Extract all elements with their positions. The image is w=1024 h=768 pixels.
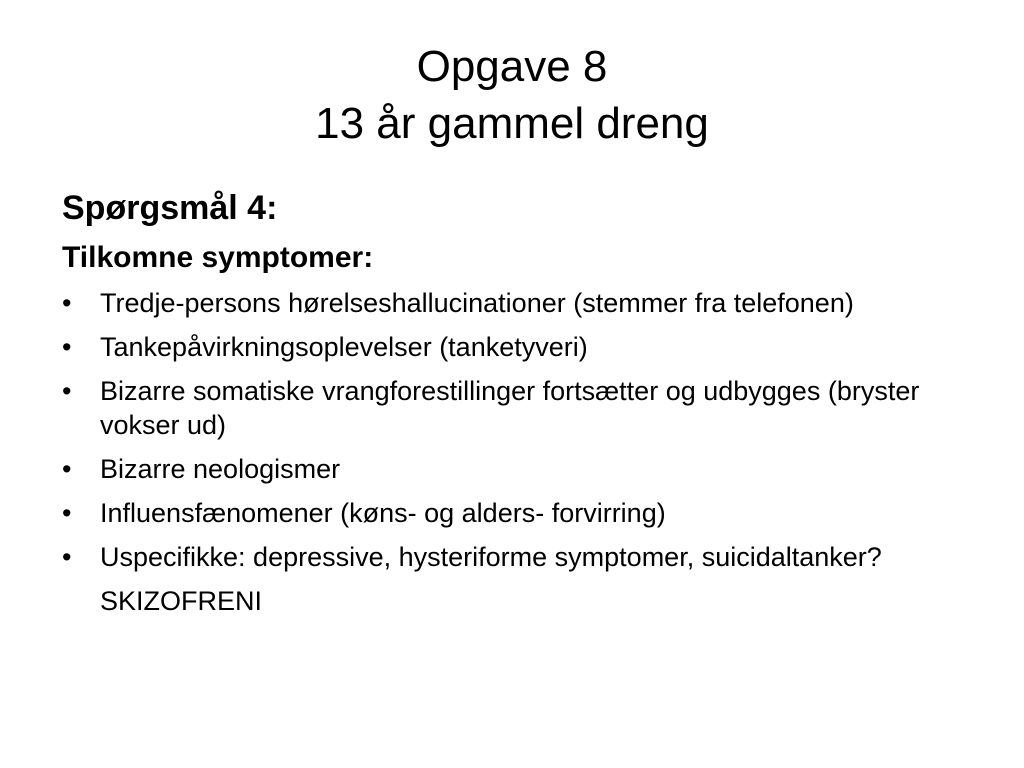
title-line-2: 13 år gammel dreng (315, 99, 709, 148)
list-item (62, 452, 962, 486)
symptom-list (62, 286, 962, 574)
list-item-text: Uspecifikke: depressive, hysteriforme symptomer, suicidaltanker? (100, 542, 882, 572)
bullet-icon: • (62, 288, 72, 318)
symptoms-subheading: Tilkomne symptomer: (62, 241, 374, 274)
bullet-icon: • (62, 542, 72, 572)
list-item-text: Bizarre neologismer (100, 454, 341, 484)
list-item-text: Tredje-persons hørelseshallucinationer (stemmer fra telefonen) (100, 288, 854, 318)
list-item-text: Influensfænomener (køns- og alders- forvirring) (100, 498, 666, 528)
question-heading: Spørgsmål 4: (62, 189, 278, 227)
bullet-icon: • (62, 498, 72, 528)
slide-body (62, 184, 962, 618)
list-item (62, 330, 962, 364)
title-line-1: Opgave 8 (416, 42, 608, 91)
conclusion-text: SKIZOFRENI (100, 586, 263, 616)
list-item (62, 374, 962, 442)
slide-title (0, 38, 1024, 152)
bullet-icon: • (62, 332, 72, 362)
list-item-text: Tankepåvirkningsoplevelser (tanketyveri) (100, 332, 588, 362)
list-item (62, 540, 962, 574)
bullet-icon: • (62, 376, 72, 406)
list-item (62, 286, 962, 320)
bullet-icon: • (62, 454, 72, 484)
list-item-text: Bizarre somatiske vrangforestillinger fortsætter og udbygges (bryster vokser ud) (100, 376, 920, 440)
list-item (62, 496, 962, 530)
